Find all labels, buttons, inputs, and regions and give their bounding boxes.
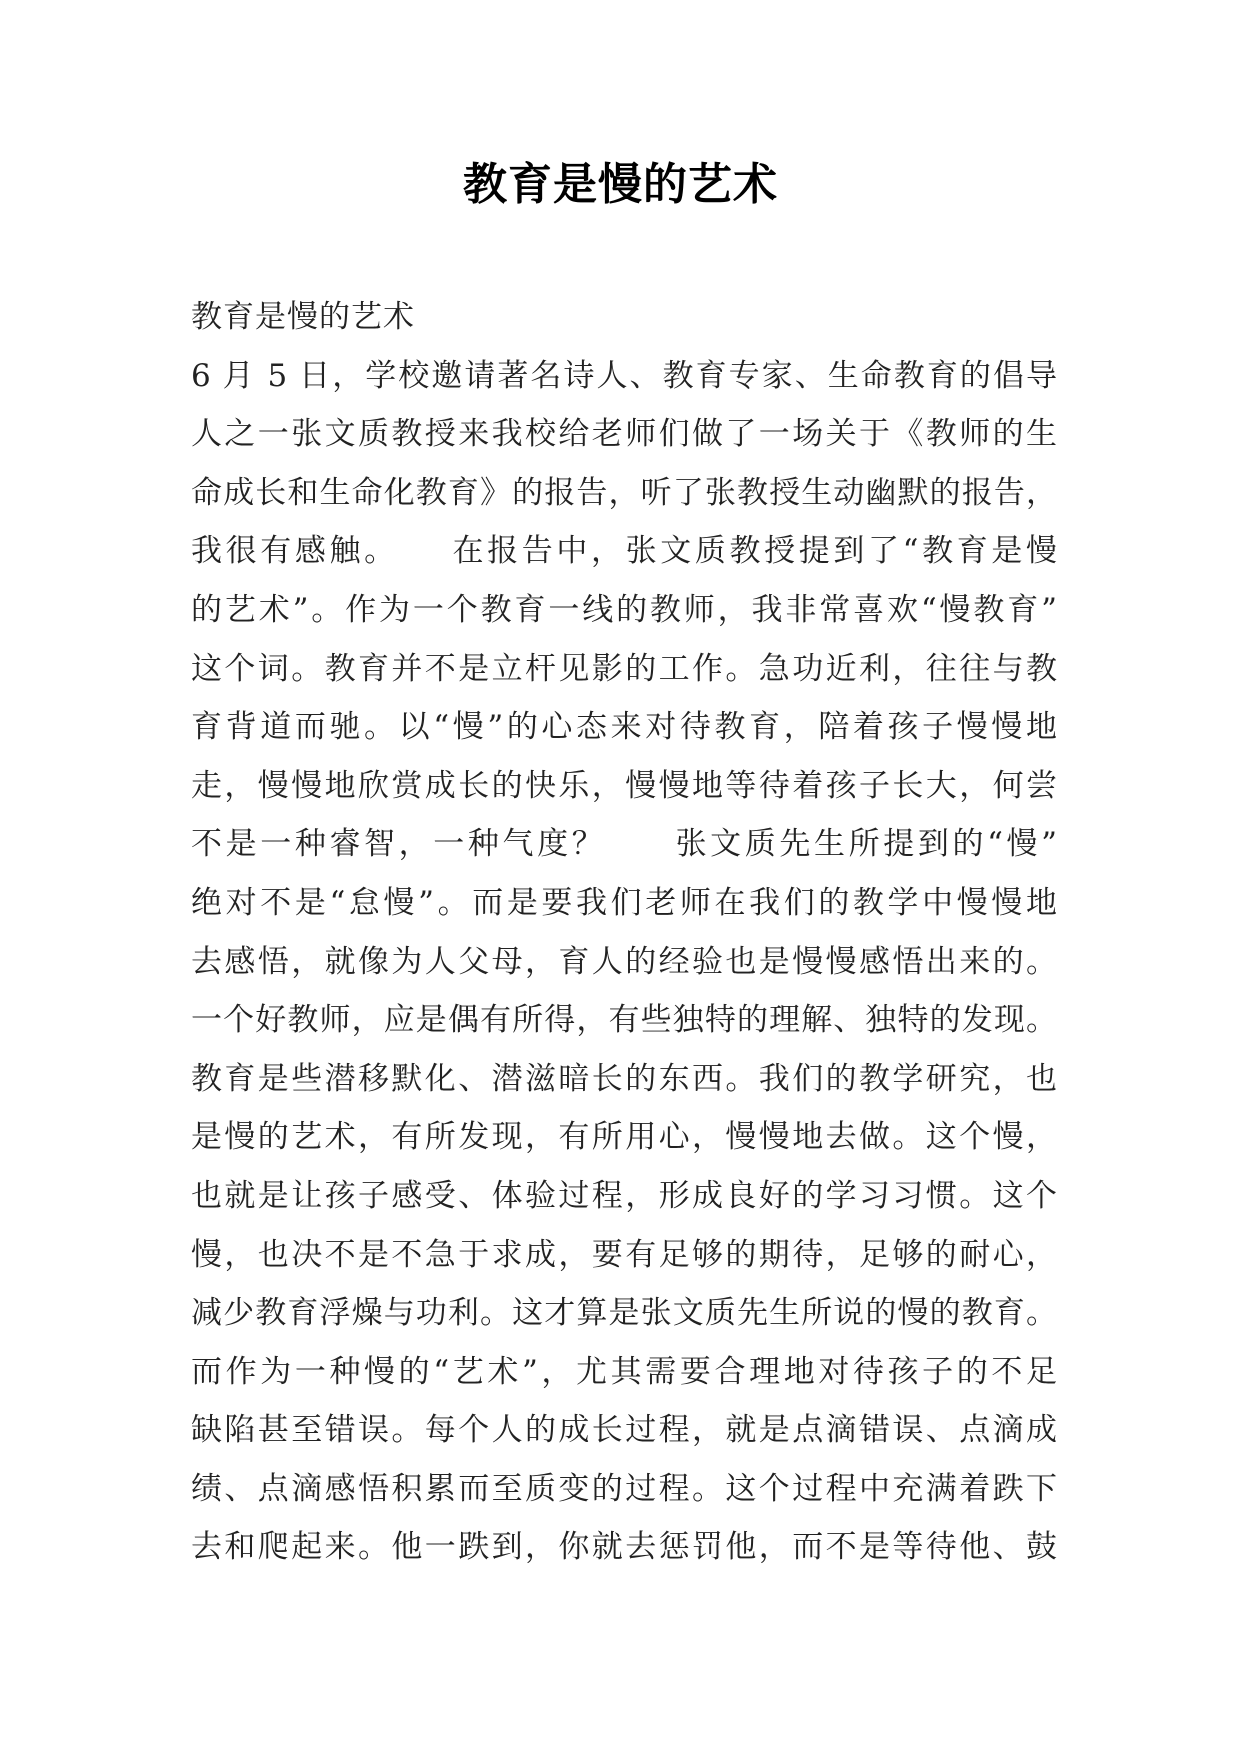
body-line: 我很有感触。 在报告中，张文质教授提到了“教育是慢 — [191, 533, 1057, 570]
section-heading: 教育是慢的艺术 — [191, 299, 415, 335]
document-body — [191, 288, 1057, 1577]
page-title: 教育是慢的艺术 — [463, 159, 778, 210]
body-line: 绩、点滴感悟积累而至质变的过程。这个过程中充满着跌下 — [191, 1470, 1057, 1507]
body-line: 是慢的艺术，有所发现，有所用心，慢慢地去做。这个慢， — [191, 1119, 1057, 1156]
body-line: 去感悟，就像为人父母，育人的经验也是慢慢感悟出来的。 — [191, 943, 1057, 980]
body-line: 一个好教师，应是偶有所得，有些独特的理解、独特的发现。 — [191, 1002, 1057, 1039]
body-line: 的艺术”。作为一个教育一线的教师，我非常喜欢“慢教育” — [191, 591, 1057, 628]
body-line: 走，慢慢地欣赏成长的快乐，慢慢地等待着孩子长大，何尝 — [191, 767, 1057, 804]
body-line: 绝对不是“怠慢”。而是要我们老师在我们的教学中慢慢地 — [191, 884, 1057, 921]
body-line: 育背道而驰。以“慢”的心态来对待教育，陪着孩子慢慢地 — [191, 709, 1057, 746]
body-line: 6 月 5 日，学校邀请著名诗人、教育专家、生命教育的倡导 — [191, 357, 1057, 394]
body-line: 慢，也决不是不急于求成，要有足够的期待，足够的耐心， — [191, 1236, 1057, 1273]
body-line: 教育是些潜移默化、潜滋暗长的东西。我们的教学研究，也 — [191, 1060, 1057, 1097]
body-line: 命成长和生命化教育》的报告，听了张教授生动幽默的报告， — [191, 474, 1057, 511]
body-line: 减少教育浮燥与功利。这才算是张文质先生所说的慢的教育。 — [191, 1295, 1057, 1332]
body-line: 这个词。教育并不是立杆见影的工作。急功近利，往往与教 — [191, 650, 1057, 687]
body-line: 不是一种睿智，一种气度？ 张文质先生所提到的“慢” — [191, 826, 1057, 863]
body-line: 也就是让孩子感受、体验过程，形成良好的学习习惯。这个 — [191, 1177, 1057, 1214]
body-line: 去和爬起来。他一跌到，你就去惩罚他，而不是等待他、鼓 — [191, 1529, 1057, 1566]
body-line: 缺陷甚至错误。每个人的成长过程，就是点滴错误、点滴成 — [191, 1412, 1057, 1449]
body-line: 而作为一种慢的“艺术”，尤其需要合理地对待孩子的不足 — [191, 1353, 1057, 1390]
body-line: 人之一张文质教授来我校给老师们做了一场关于《教师的生 — [191, 416, 1057, 453]
